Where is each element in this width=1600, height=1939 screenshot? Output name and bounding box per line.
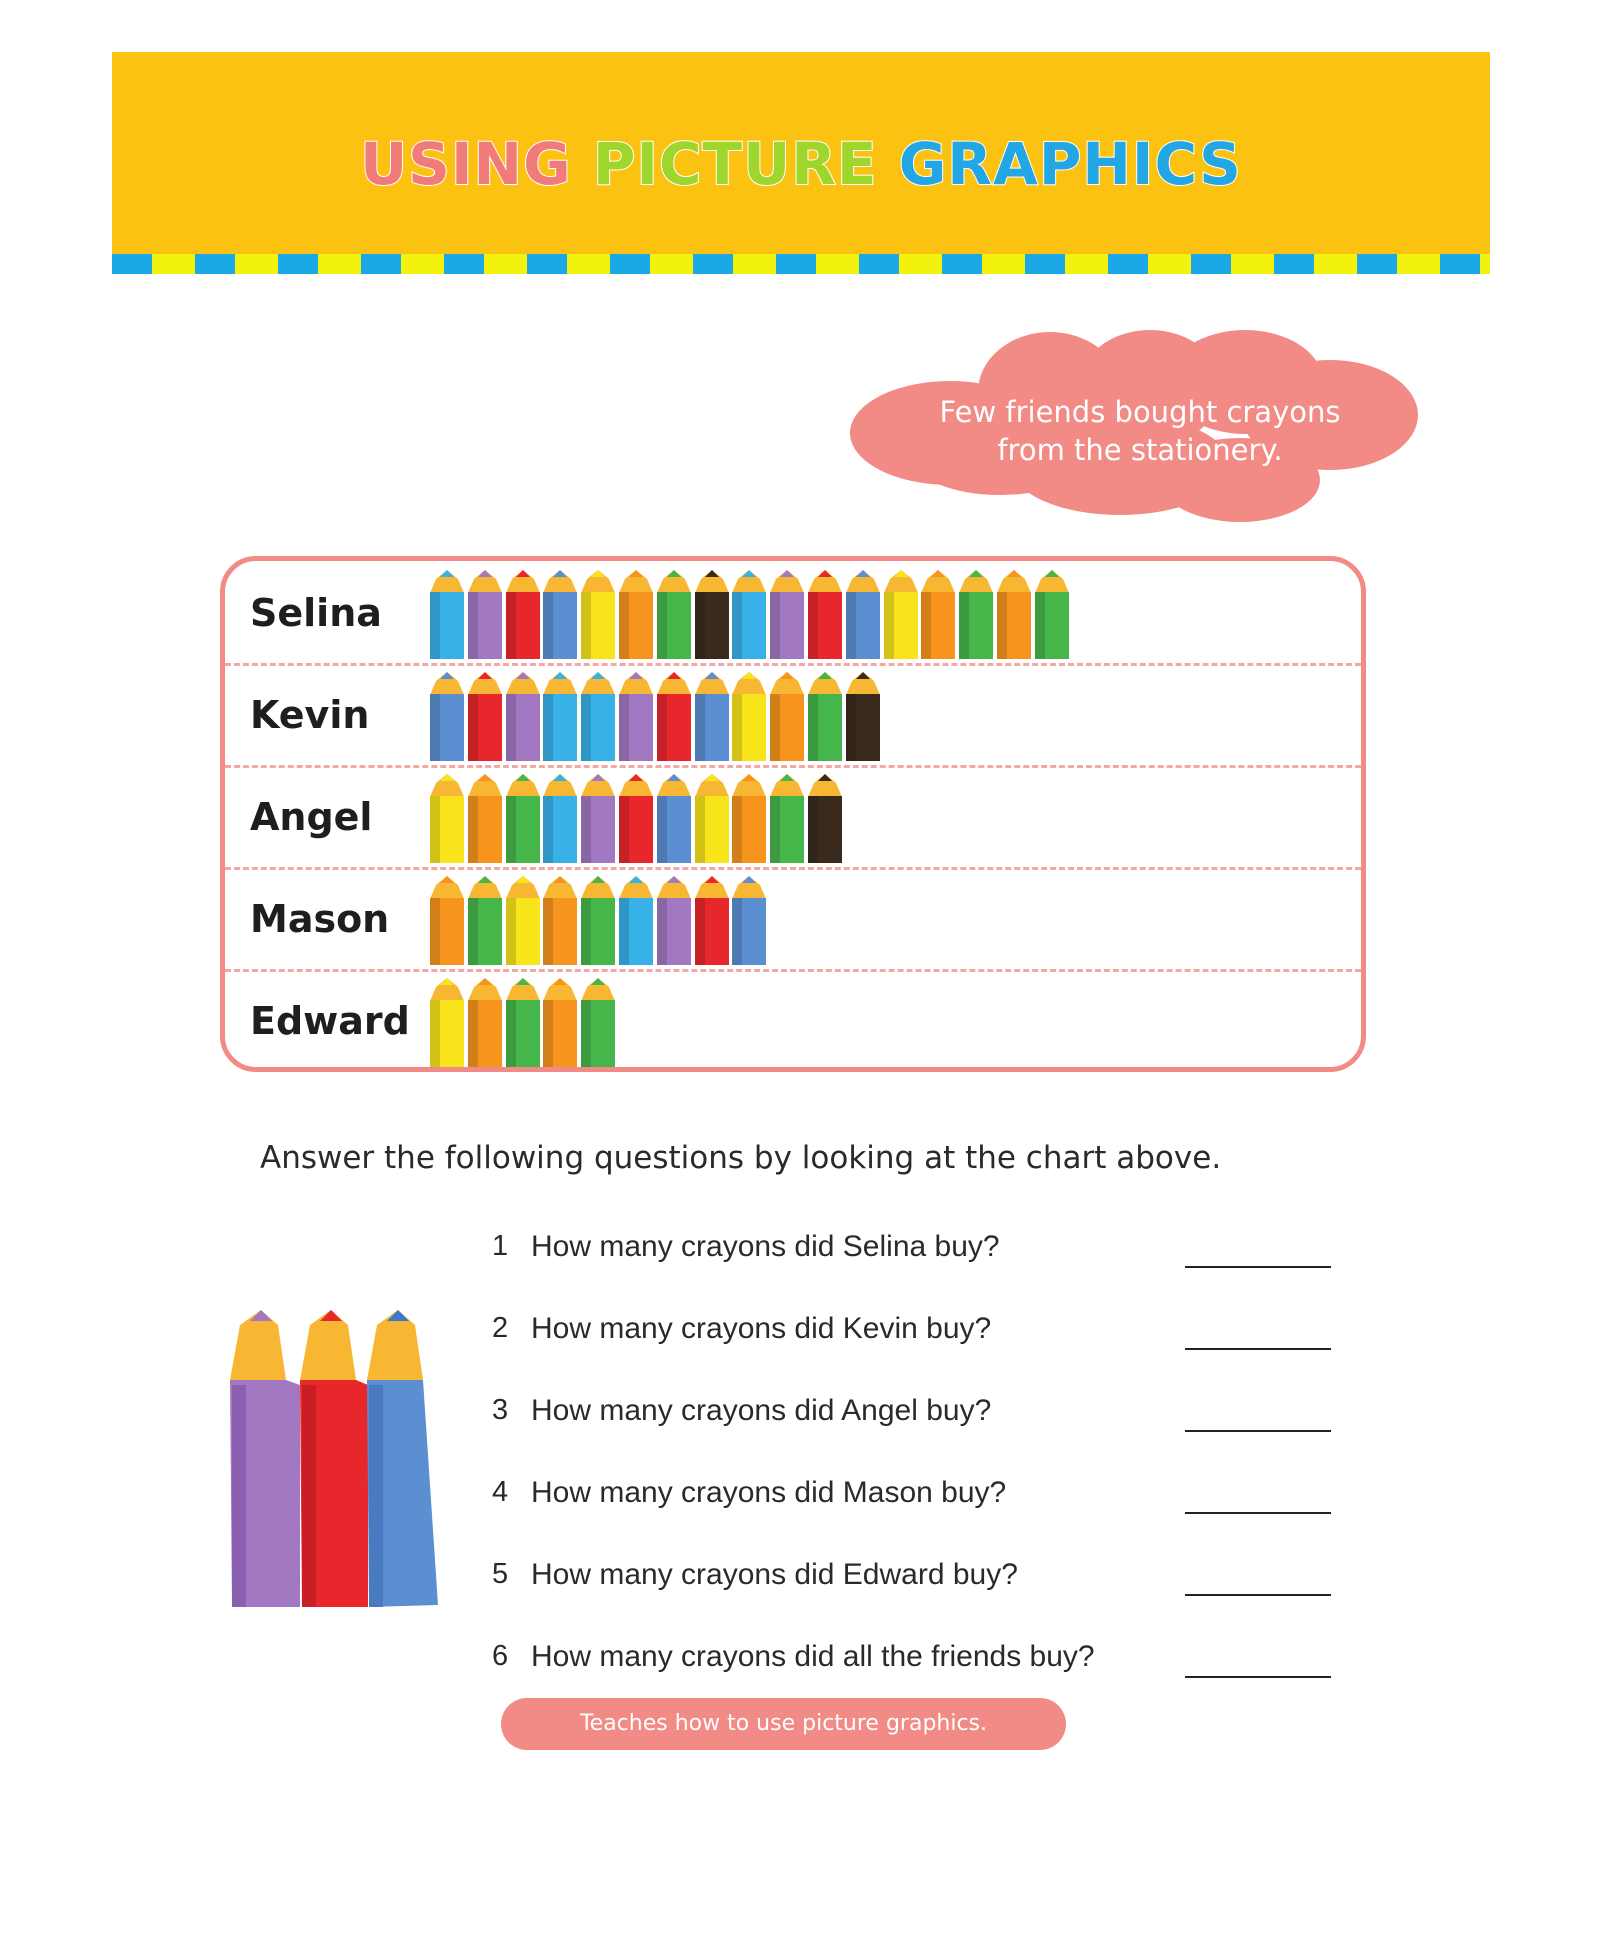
crayon-icon: [768, 569, 806, 659]
crayon-icon: [504, 569, 542, 659]
crayon-icon: [693, 569, 731, 659]
row-label: Selina: [250, 591, 382, 635]
question-number: 6: [492, 1640, 509, 1672]
answer-line[interactable]: [1185, 1348, 1331, 1350]
question-1: [492, 1222, 1362, 1272]
crayon-icon: [579, 875, 617, 965]
crayon-icon: [428, 671, 466, 761]
crayon-icon: [995, 569, 1033, 659]
crayon-icon: [730, 875, 768, 965]
crayon-icon: [806, 569, 844, 659]
crayon-icon: [730, 569, 768, 659]
crayon-icon: [806, 671, 844, 761]
crayon-icon: [504, 875, 542, 965]
crayon-icon: [466, 875, 504, 965]
crayon-icon: [428, 773, 466, 863]
crayon-icon: [504, 773, 542, 863]
page-title: [112, 130, 1490, 198]
chart-row-mason: [225, 867, 1361, 972]
crayon-icon: [957, 569, 995, 659]
crayon-icon: [617, 569, 655, 659]
question-text: How many crayons did Selina buy?: [531, 1230, 1000, 1263]
crayon-icon: [541, 671, 579, 761]
chart-row-kevin: [225, 663, 1361, 768]
header-banner: [112, 52, 1490, 274]
question-3: [492, 1386, 1362, 1436]
question-text: How many crayons did Kevin buy?: [531, 1312, 992, 1345]
question-number: 3: [492, 1394, 509, 1426]
question-text: How many crayons did Angel buy?: [531, 1394, 992, 1427]
crayon-blue-icon: [367, 1310, 438, 1607]
answer-line[interactable]: [1185, 1676, 1331, 1678]
crayon-icon: [541, 569, 579, 659]
banner-stripe: [112, 254, 1490, 274]
question-text: How many crayons did Edward buy?: [531, 1558, 1018, 1591]
cloud-line-1: Few friends bought crayons: [939, 395, 1341, 429]
crayon-icon: [1033, 569, 1071, 659]
crayon-icon: [730, 773, 768, 863]
answer-line[interactable]: [1185, 1430, 1331, 1432]
question-4: [492, 1468, 1362, 1518]
crayon-icon: [504, 977, 542, 1067]
answer-line[interactable]: [1185, 1512, 1331, 1514]
cloud-text: [900, 393, 1380, 469]
row-label: Kevin: [250, 693, 370, 737]
question-number: 4: [492, 1476, 509, 1508]
crayon-icon: [617, 875, 655, 965]
crayon-icon: [541, 977, 579, 1067]
answer-line[interactable]: [1185, 1594, 1331, 1596]
answer-line[interactable]: [1185, 1266, 1331, 1268]
crayon-icon: [655, 773, 693, 863]
crayon-icon: [693, 773, 731, 863]
crayon-icon: [617, 671, 655, 761]
cloud-line-2: from the stationery.: [997, 433, 1283, 467]
pictograph-chart: [220, 556, 1366, 1072]
crayon-icon: [579, 569, 617, 659]
crayon-purple-icon: [230, 1310, 300, 1607]
crayon-icon: [579, 671, 617, 761]
crayon-icon: [617, 773, 655, 863]
crayon-icon: [466, 773, 504, 863]
question-number: 2: [492, 1312, 509, 1344]
crayon-icon: [541, 875, 579, 965]
instruction-text: Answer the following questions by looking at the chart above.: [260, 1140, 1222, 1176]
crayon-icon: [919, 569, 957, 659]
crayon-icon: [504, 671, 542, 761]
title-word-picture: PICTURE: [592, 130, 878, 198]
crayon-icon: [693, 875, 731, 965]
question-text: How many crayons did all the friends buy?: [531, 1640, 1095, 1673]
crayon-icon: [768, 773, 806, 863]
crayon-icon: [806, 773, 844, 863]
title-word-using: USING: [360, 130, 572, 198]
chart-row-edward: [225, 969, 1361, 1071]
question-5: [492, 1550, 1362, 1600]
crayon-icon: [844, 671, 882, 761]
footer-label: Teaches how to use picture graphics.: [501, 1698, 1066, 1750]
question-number: 5: [492, 1558, 509, 1590]
crayon-icon: [768, 671, 806, 761]
row-label: Mason: [250, 897, 390, 941]
crayon-icon: [730, 671, 768, 761]
row-label: Edward: [250, 999, 410, 1043]
title-word-graphics: GRAPHICS: [898, 130, 1242, 198]
crayon-icon: [428, 569, 466, 659]
crayon-icon: [844, 569, 882, 659]
crayon-icon: [466, 569, 504, 659]
crayon-icon: [655, 671, 693, 761]
crayon-icon: [541, 773, 579, 863]
crayon-icon: [882, 569, 920, 659]
crayons-illustration: [228, 1305, 448, 1615]
crayon-icon: [693, 671, 731, 761]
row-label: Angel: [250, 795, 373, 839]
crayon-icon: [579, 977, 617, 1067]
crayon-icon: [655, 569, 693, 659]
question-text: How many crayons did Mason buy?: [531, 1476, 1007, 1509]
crayon-icon: [466, 977, 504, 1067]
crayon-red-icon: [300, 1310, 368, 1607]
question-6: [492, 1632, 1362, 1682]
chart-row-angel: [225, 765, 1361, 870]
crayon-icon: [428, 875, 466, 965]
crayon-icon: [655, 875, 693, 965]
question-number: 1: [492, 1230, 509, 1262]
crayon-icon: [466, 671, 504, 761]
crayon-icon: [579, 773, 617, 863]
chart-row-selina: [225, 561, 1361, 666]
crayon-icon: [428, 977, 466, 1067]
question-2: [492, 1304, 1362, 1354]
